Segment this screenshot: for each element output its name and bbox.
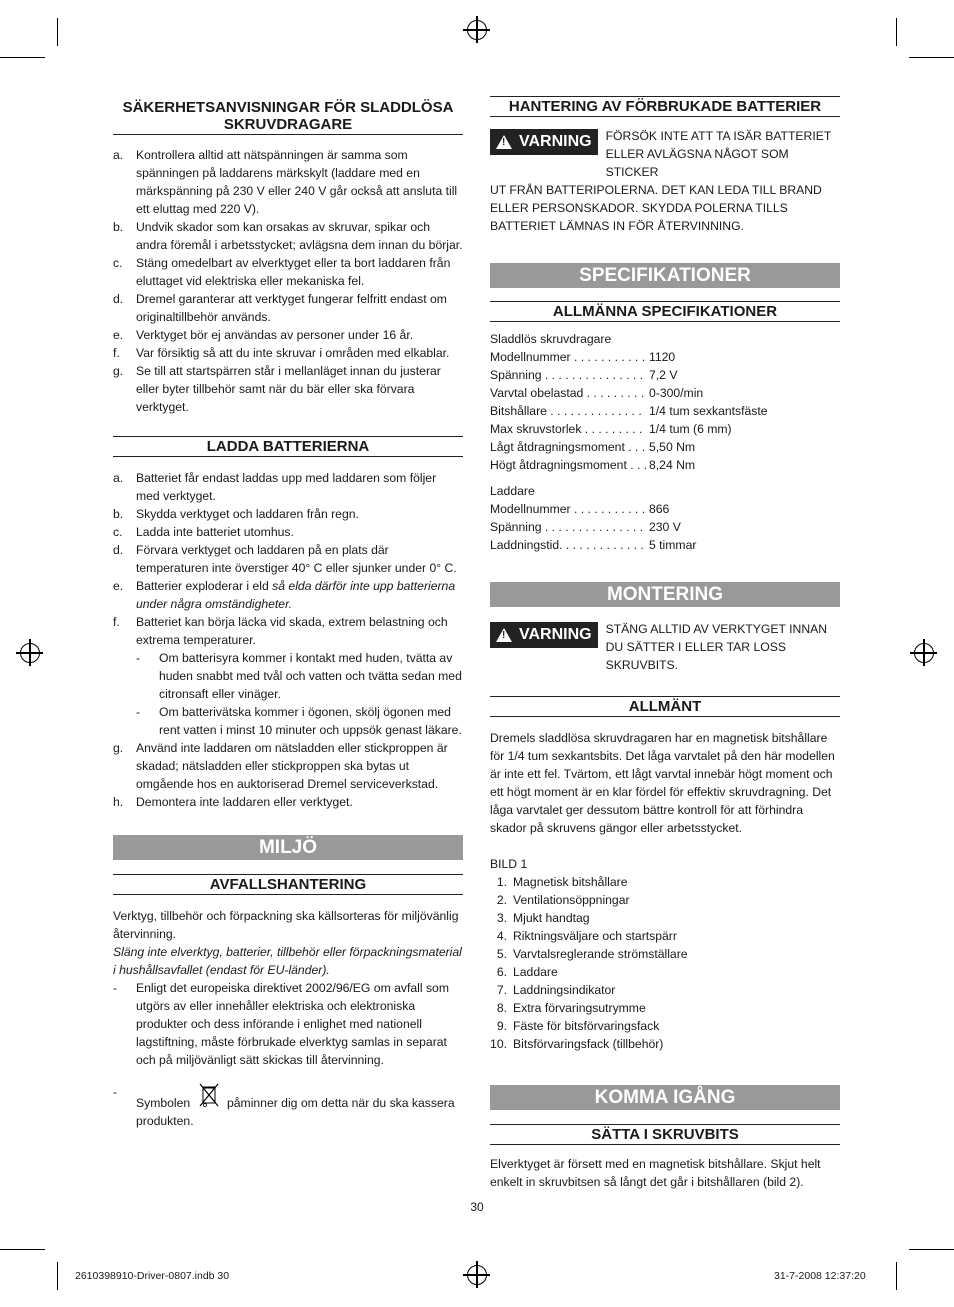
charger-spec-list (490, 500, 840, 554)
section-heading: SÄTTA I SKRUVBITS (490, 1124, 840, 1145)
part-number: 5. (496, 947, 507, 961)
footer-date: 31-7-2008 12:37:20 (774, 1270, 866, 1282)
list-item: f. Batteriet kan börja läcka vid skada, extrem belastning och extrema temperaturer. (113, 615, 448, 647)
main-heading-miljo: MILJÖ (113, 835, 463, 860)
list-text: Kontrollera alltid att nätspänningen är samma som spänningen på laddarens märkskylt (laddare med en märkspänning på 230 V eller 240 V går också att ansluta till ett eluttag med 220 V). (136, 148, 458, 216)
warning-badge: ! VARNING (490, 622, 598, 648)
main-heading-specifikationer: SPECIFIKATIONER (490, 263, 840, 288)
registration-mark-icon (20, 643, 40, 663)
figure-part-item (490, 891, 840, 909)
list-text: Undvik skador som kan orsakas av skruvar, spikar och andra föremål i arbetsstycket; avlägsna dem innan du börjar. (136, 220, 463, 252)
list-label: g. (113, 364, 124, 378)
part-name: Bitsförvaringsfack (tillbehör) (513, 1037, 664, 1051)
list-item (113, 146, 463, 218)
list-text: Verktyget bör ej användas av personer under 16 år. (136, 328, 414, 342)
list-text: Var försiktig så att du inte skruvar i områden med elkablar. (136, 346, 450, 360)
right-column (490, 96, 840, 1191)
spec-value: 5,50 Nm (649, 440, 696, 454)
paragraph-italic: Släng inte elverktyg, batterier, tillbehör eller förpackningsmaterial i hushållsavfallet (endast för EU-länder). (113, 945, 462, 977)
list-item: h. Demontera inte laddaren eller verktyget. (113, 795, 353, 809)
mounting-warning-block (490, 620, 840, 674)
warning-badge: ! VARNING (490, 129, 598, 155)
page-number: 30 (470, 1200, 484, 1214)
part-name: Riktningsväljare och startspärr (513, 929, 677, 943)
crop-mark (0, 1249, 45, 1250)
part-number: 2. (496, 893, 507, 907)
spec-key: Bitshållare . . . . . . . . . . . . . . (490, 404, 642, 418)
figure-label: BILD 1 (490, 857, 528, 871)
spec-row (490, 500, 840, 518)
list-item: e. Batterier exploderar i eld så elda därför inte upp batterierna under några omständigheter. (113, 579, 456, 611)
spec-key: Högt åtdragningsmoment . . . (490, 458, 648, 472)
list-item (113, 290, 463, 326)
warning-text: UT FRÅN BATTERIPOLERNA. DET KAN LEDA TILL BRAND ELLER PERSONSKADOR. SKYDDA POLERNA TILLS BATTERIET LÄMNAS IN FÖR ÅTERVINNING. (490, 183, 822, 233)
crop-mark (0, 57, 45, 58)
list-item: d. Förvara verktyget och laddaren på en plats där temperaturen inte överstiger 40° C eller sjunker under 0° C. (113, 543, 457, 575)
registration-mark-icon (467, 20, 487, 40)
list-item (113, 254, 463, 290)
part-name: Extra förvaringsutrymme (513, 1001, 646, 1015)
section-heading: HANTERING AV FÖRBRUKADE BATTERIER (490, 96, 840, 117)
list-label: f. (113, 346, 120, 360)
crop-mark (57, 1262, 58, 1290)
main-heading-komma-igang: KOMMA IGÅNG (490, 1085, 840, 1110)
figure-part-item (490, 963, 840, 981)
spec-value: 866 (649, 502, 670, 516)
list-label: a. (113, 148, 124, 162)
footer-file-info: 2610398910-Driver-0807.indb 30 (75, 1270, 230, 1282)
spec-row (490, 518, 840, 536)
list-item (113, 362, 463, 416)
part-number: 3. (496, 911, 507, 925)
charger-name: Laddare (490, 484, 535, 498)
spec-value: 5 timmar (649, 538, 697, 552)
part-name: Fäste för bitsförvaringsfack (513, 1019, 660, 1033)
crop-mark (909, 1249, 954, 1250)
spec-key: Lågt åtdragningsmoment . . . (490, 440, 646, 454)
figure-parts-list (490, 873, 840, 1053)
list-text: Dremel garanterar att verktyget fungerar felfritt endast om originaltillbehör används. (136, 292, 447, 324)
list-label: c. (113, 256, 123, 270)
part-name: Mjukt handtag (513, 911, 590, 925)
part-number: 4. (496, 929, 507, 943)
part-number: 8. (496, 1001, 507, 1015)
list-label: b. (113, 220, 124, 234)
section-heading: AVFALLSHANTERING (113, 874, 463, 895)
part-number: 9. (496, 1019, 507, 1033)
part-name: Magnetisk bitshållare (513, 875, 628, 889)
section-heading: LADDA BATTERIERNA (113, 436, 463, 457)
spec-row (490, 438, 840, 456)
spec-row (490, 366, 840, 384)
part-name: Laddare (513, 965, 558, 979)
spec-row (490, 456, 840, 474)
spec-key: Spänning . . . . . . . . . . . . . . . (490, 520, 644, 534)
section-heading: ALLMÄNT (490, 696, 840, 717)
spec-key: Laddningstid. . . . . . . . . . . . . (490, 538, 644, 552)
list-item: - Enligt det europeiska direktivet 2002/96/EG om avfall som utgörs av eller innehåller elektriska och elektroniska produkter och dess införande i enlighet med nationell lagstiftning, måste förbrukade elverktyg samlas in separat och på miljövänligt sätt skickas till återvinning. (113, 981, 449, 1067)
spec-key: Varvtal obelastad . . . . . . . . . (490, 386, 645, 400)
part-name: Varvtalsreglerande strömställare (513, 947, 688, 961)
list-text: Stäng omedelbart av elverktyget eller ta bort laddaren från eluttaget vid elektriska eller mekaniska fel. (136, 256, 451, 288)
spec-value: 7,2 V (649, 368, 678, 382)
list-label: e. (113, 328, 124, 342)
figure-part-item (490, 981, 840, 999)
spec-key: Max skruvstorlek . . . . . . . . . (490, 422, 643, 436)
spec-row (490, 402, 840, 420)
crop-mark (896, 18, 897, 46)
warning-text: FÖRSÖK INTE ATT TA ISÄR BATTERIET ELLER AVLÄGSNA NÅGOT SOM STICKER (605, 129, 832, 179)
registration-mark-icon (914, 643, 934, 663)
list-item: a. Batteriet får endast laddas upp med laddaren som följer med verktyget. (113, 471, 437, 503)
battery-warning-block (490, 127, 840, 235)
spec-value: 1/4 tum sexkantsfäste (649, 404, 768, 418)
part-number: 1. (496, 875, 507, 889)
registration-mark-icon (467, 1265, 487, 1285)
list-item: b. Skydda verktyget och laddaren från regn. (113, 507, 359, 521)
list-item (113, 344, 463, 362)
figure-part-item (490, 927, 840, 945)
spec-value: 8,24 Nm (649, 458, 696, 472)
figure-part-item (490, 1017, 840, 1035)
list-item (113, 326, 463, 344)
spec-value: 230 V (649, 520, 681, 534)
paragraph: Verktyg, tillbehör och förpackning ska källsorteras för miljövänlig återvinning. (113, 909, 459, 941)
section-heading: SÄKERHETSANVISNINGAR FÖR SLADDLÖSA SKRUVDRAGARE (113, 96, 463, 135)
tool-name: Sladdlös skruvdragare (490, 332, 612, 346)
figure-part-item (490, 873, 840, 891)
figure-part-item (490, 909, 840, 927)
sub-list-item: - Om batterivätska kommer i ögonen, skölj ögonen med rent vatten i minst 10 minuter och uppsök genast läkare. (136, 705, 462, 737)
figure-part-item (490, 1035, 840, 1053)
list-item: g. Använd inte laddaren om nätsladden eller stickproppen är skadad; nätsladden eller stickproppen ska bytas ut omgående hos en auktoriserad Dremel serviceverkstad. (113, 741, 448, 791)
spec-value: 1120 (649, 350, 676, 364)
paragraph: Elverktyget är försett med en magnetisk bitshållare. Skjut helt enkelt in skruvbitsen så långt det går i bitshållaren (bild 2). (490, 1157, 821, 1189)
spec-key: Modellnummer . . . . . . . . . . . (490, 350, 646, 364)
part-number: 10. (490, 1037, 507, 1051)
spec-row (490, 384, 840, 402)
list-item: c. Ladda inte batteriet utomhus. (113, 525, 294, 539)
spec-value: 1/4 tum (6 mm) (649, 422, 732, 436)
crop-mark (57, 18, 58, 46)
tool-spec-list (490, 348, 840, 474)
list-item (113, 218, 463, 254)
spec-row (490, 348, 840, 366)
part-name: Laddningsindikator (513, 983, 616, 997)
safety-list (113, 146, 463, 416)
part-number: 6. (496, 965, 507, 979)
battery-list (113, 469, 463, 811)
main-heading-montering: MONTERING (490, 582, 840, 607)
part-name: Ventilationsöppningar (513, 893, 630, 907)
warning-triangle-icon (496, 628, 512, 642)
sub-list-item: - Om batterisyra kommer i kontakt med huden, tvätta av huden snabbt med tvål och vatten och tvätta sedan med citronsaft eller vinäger. (136, 651, 462, 701)
section-heading: ALLMÄNNA SPECIFIKATIONER (490, 301, 840, 322)
figure-part-item (490, 999, 840, 1017)
crop-mark (896, 1262, 897, 1290)
list-text: Se till att startspärren står i mellanläget innan du justerar eller byter tillbehör samt när du bär eller ska förvara verktyget. (136, 364, 441, 414)
crop-mark (909, 57, 954, 58)
left-column (113, 96, 463, 1130)
list-label: d. (113, 292, 124, 306)
spec-key: Spänning . . . . . . . . . . . . . . . (490, 368, 644, 382)
crossed-bin-icon (198, 1083, 220, 1109)
spec-value: 0-300/min (649, 386, 704, 400)
part-number: 7. (496, 983, 507, 997)
paragraph: Dremels sladdlösa skruvdragaren har en magnetisk bitshållare för 1/4 tum sexkantsbits. Det låga varvtalet på den här modellen är inte ett fel. Tvärtom, ett lågt varvtal innebär högt moment och ett högt moment är en klar fördel för effektiv skruvdragning. Det låga varvtalet ger dessutom bättre kontroll för att förhindra skador på skruvens gängor eller arbetsstycket. (490, 731, 835, 835)
spec-key: Modellnummer . . . . . . . . . . . (490, 502, 646, 516)
spec-row (490, 420, 840, 438)
list-item: - Symbolen påminner dig om detta när du ska kassera produkten. (113, 1085, 455, 1128)
spec-row (490, 536, 840, 554)
warning-text: STÄNG ALLTID AV VERKTYGET INNAN DU SÄTTER I ELLER TAR LOSS SKRUVBITS. (605, 622, 828, 672)
warning-triangle-icon (496, 135, 512, 149)
figure-part-item (490, 945, 840, 963)
